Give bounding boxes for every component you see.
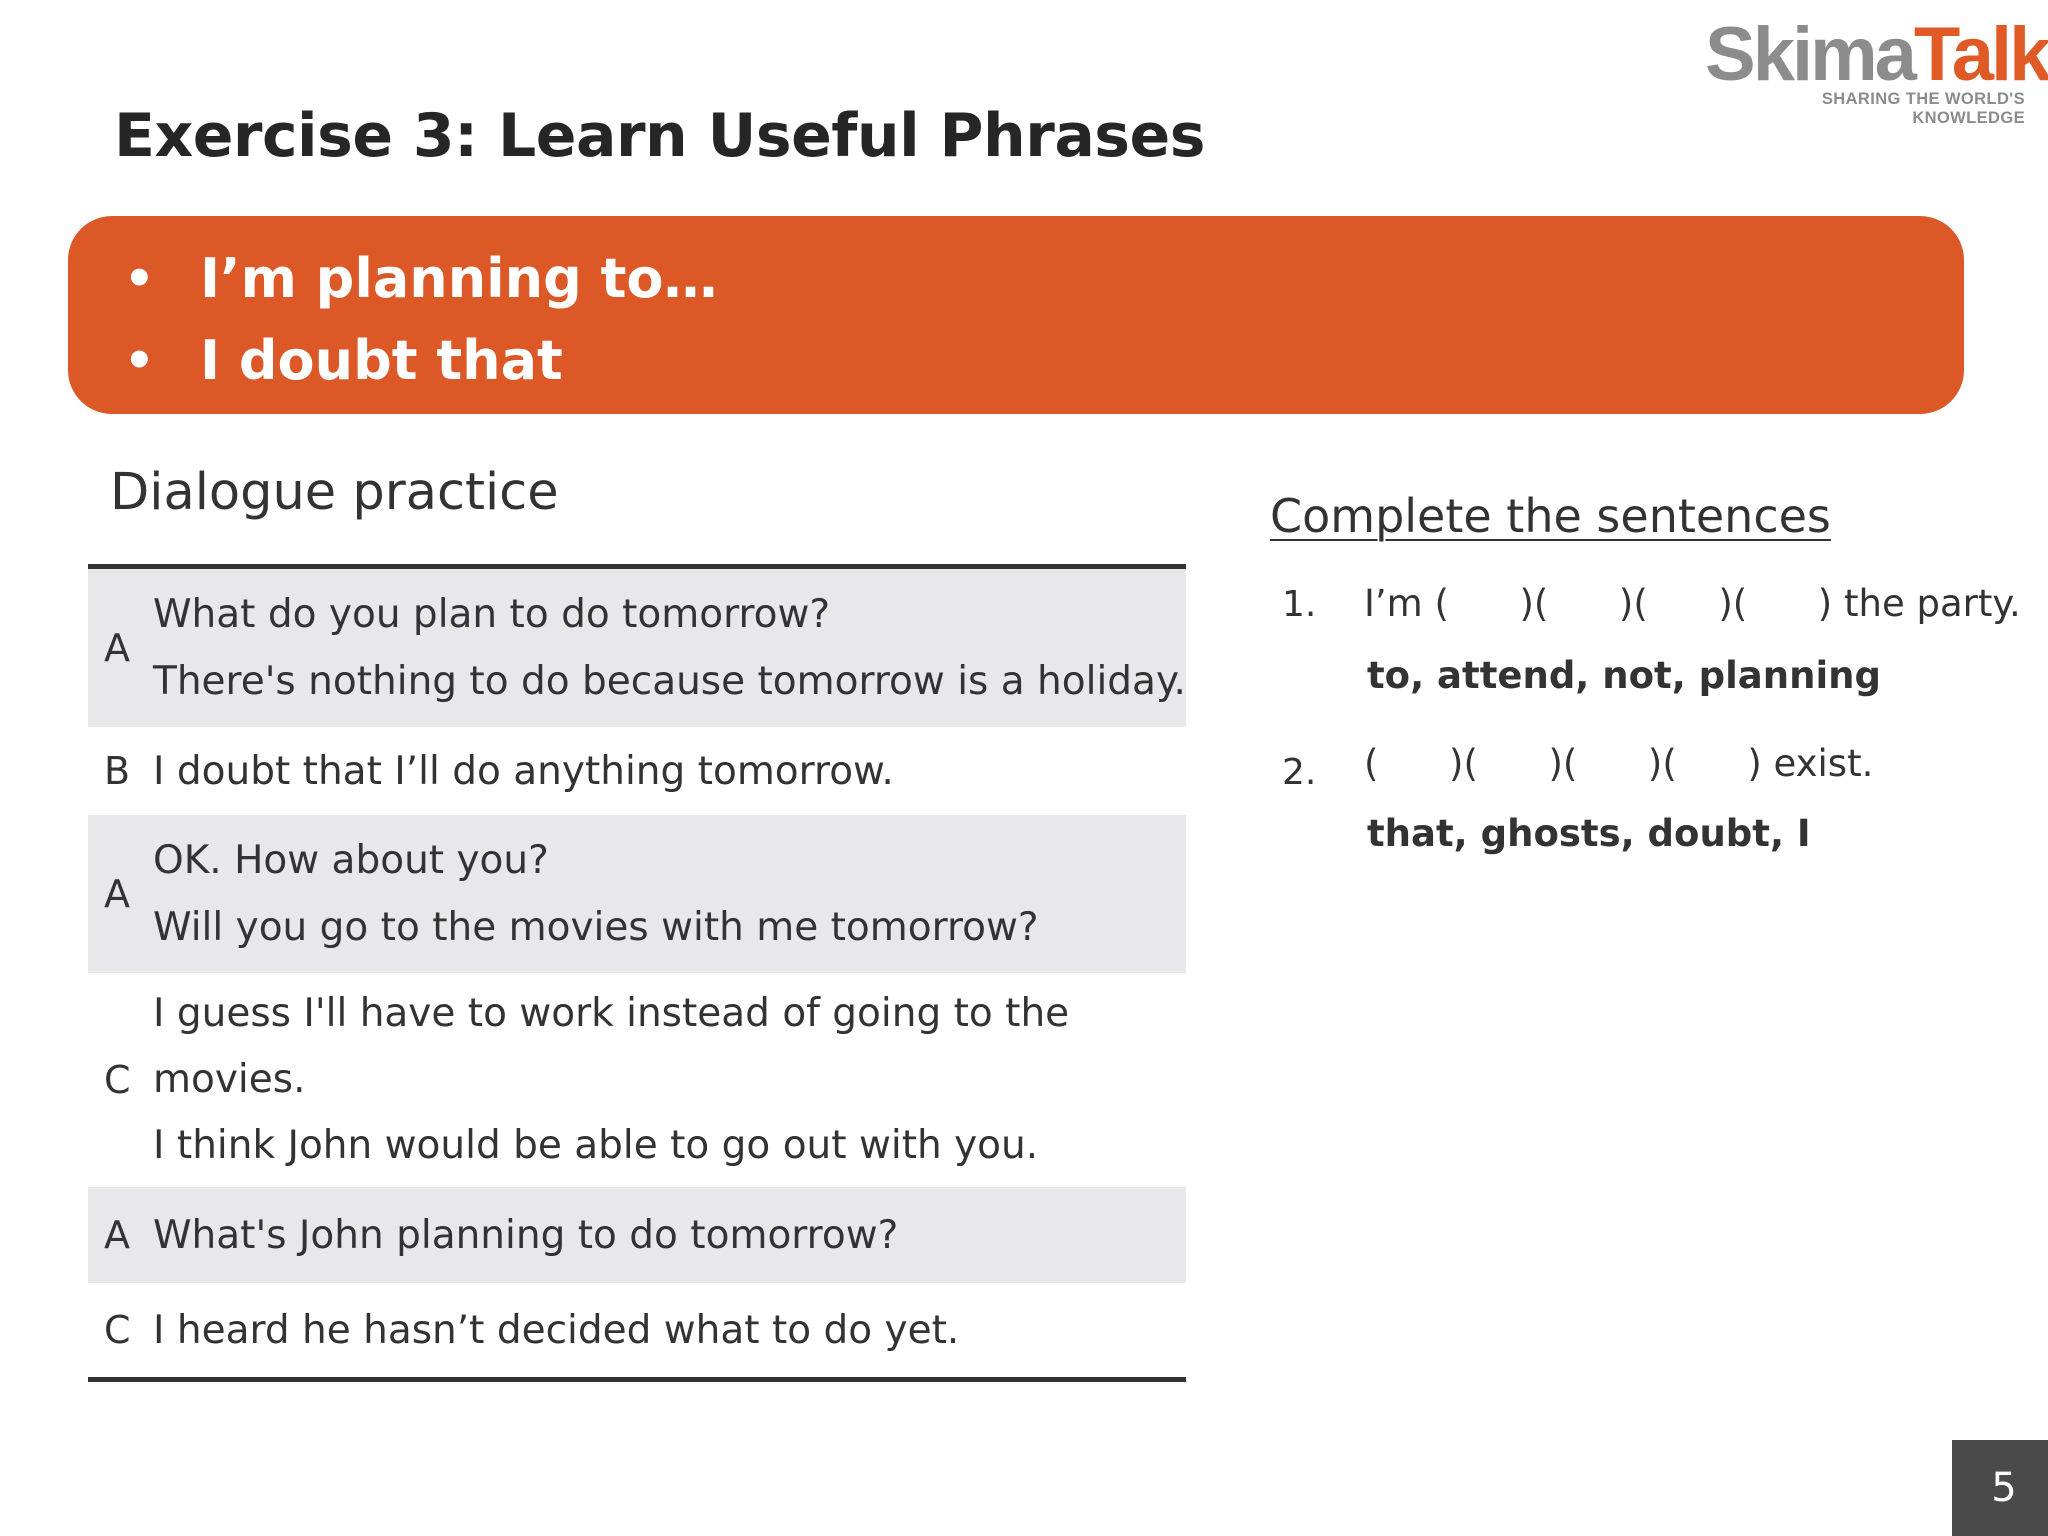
dialogue-lines	[152, 749, 1186, 794]
exercise-heading: Complete the sentences	[1270, 489, 1831, 543]
item-word-bank: to, attend, not, planning	[1367, 654, 1881, 697]
dialogue-lines	[152, 981, 1186, 1179]
bullet-icon: •	[124, 333, 155, 389]
item-sentence: I’m ( )( )( )( ) the party.	[1364, 582, 2021, 625]
speaker-label: A	[104, 626, 130, 670]
logo-tagline: SHARING THE WORLD'S KNOWLEDGE	[1821, 90, 2025, 127]
dialogue-row	[88, 727, 1186, 815]
dialogue-row	[88, 815, 1186, 973]
skimatalk-logo	[1705, 12, 2048, 128]
phrase-text: I’m planning to…	[200, 247, 718, 310]
dialogue-lines	[152, 1308, 1186, 1353]
dialogue-line: I doubt that I’ll do anything tomorrow.	[153, 748, 894, 794]
dialogue-line: Will you go to the movies with me tomorrow?	[153, 905, 1039, 950]
phrase-text: I doubt that	[200, 329, 563, 392]
item-word-bank: that, ghosts, doubt, I	[1367, 812, 1811, 855]
speaker-label: C	[104, 1058, 131, 1102]
dialogue-line: I heard he hasn’t decided what to do yet.	[153, 1307, 960, 1353]
dialogue-lines	[152, 581, 1186, 715]
speaker-label: A	[104, 1213, 130, 1257]
dialogue-row	[88, 1283, 1186, 1377]
dialogue-row	[88, 569, 1186, 727]
dialogue-lines	[152, 1213, 1186, 1258]
speaker-label: A	[104, 872, 130, 916]
dialogue-line: I guess I'll have to work instead of going to the	[153, 991, 1070, 1036]
dialogue-line: What's John planning to do tomorrow?	[153, 1212, 899, 1258]
speaker-label: B	[104, 749, 131, 793]
dialogue-line: I think John would be able to go out with you.	[153, 1123, 1039, 1168]
phrase-item	[68, 320, 1964, 402]
dialogue-row	[88, 1187, 1186, 1283]
logo-wordmark	[1705, 12, 2048, 97]
dialogue-line: There's nothing to do because tomorrow is a holiday.	[153, 659, 1186, 704]
phrase-banner	[68, 216, 1964, 414]
item-number: 1.	[1282, 584, 1317, 625]
phrase-list	[68, 216, 1964, 402]
dialogue-table	[88, 564, 1186, 1382]
dialogue-heading: Dialogue practice	[110, 463, 559, 522]
logo-talk: Talk	[1913, 12, 2048, 97]
dialogue-row	[88, 973, 1186, 1187]
dialogue-lines	[152, 827, 1186, 961]
logo-skima: Skima	[1705, 12, 1914, 97]
speaker-label: C	[104, 1308, 131, 1352]
bullet-icon: •	[124, 251, 155, 307]
item-number: 2.	[1282, 752, 1317, 793]
dialogue-line: movies.	[153, 1057, 306, 1102]
dialogue-line: What do you plan to do tomorrow?	[153, 592, 831, 637]
phrase-item	[68, 238, 1964, 320]
page-title: Exercise 3: Learn Useful Phrases	[114, 101, 1205, 171]
dialogue-line: OK. How about you?	[153, 838, 549, 883]
page-number: 5	[1952, 1440, 2048, 1536]
item-sentence: ( )( )( )( ) exist.	[1364, 742, 1874, 785]
